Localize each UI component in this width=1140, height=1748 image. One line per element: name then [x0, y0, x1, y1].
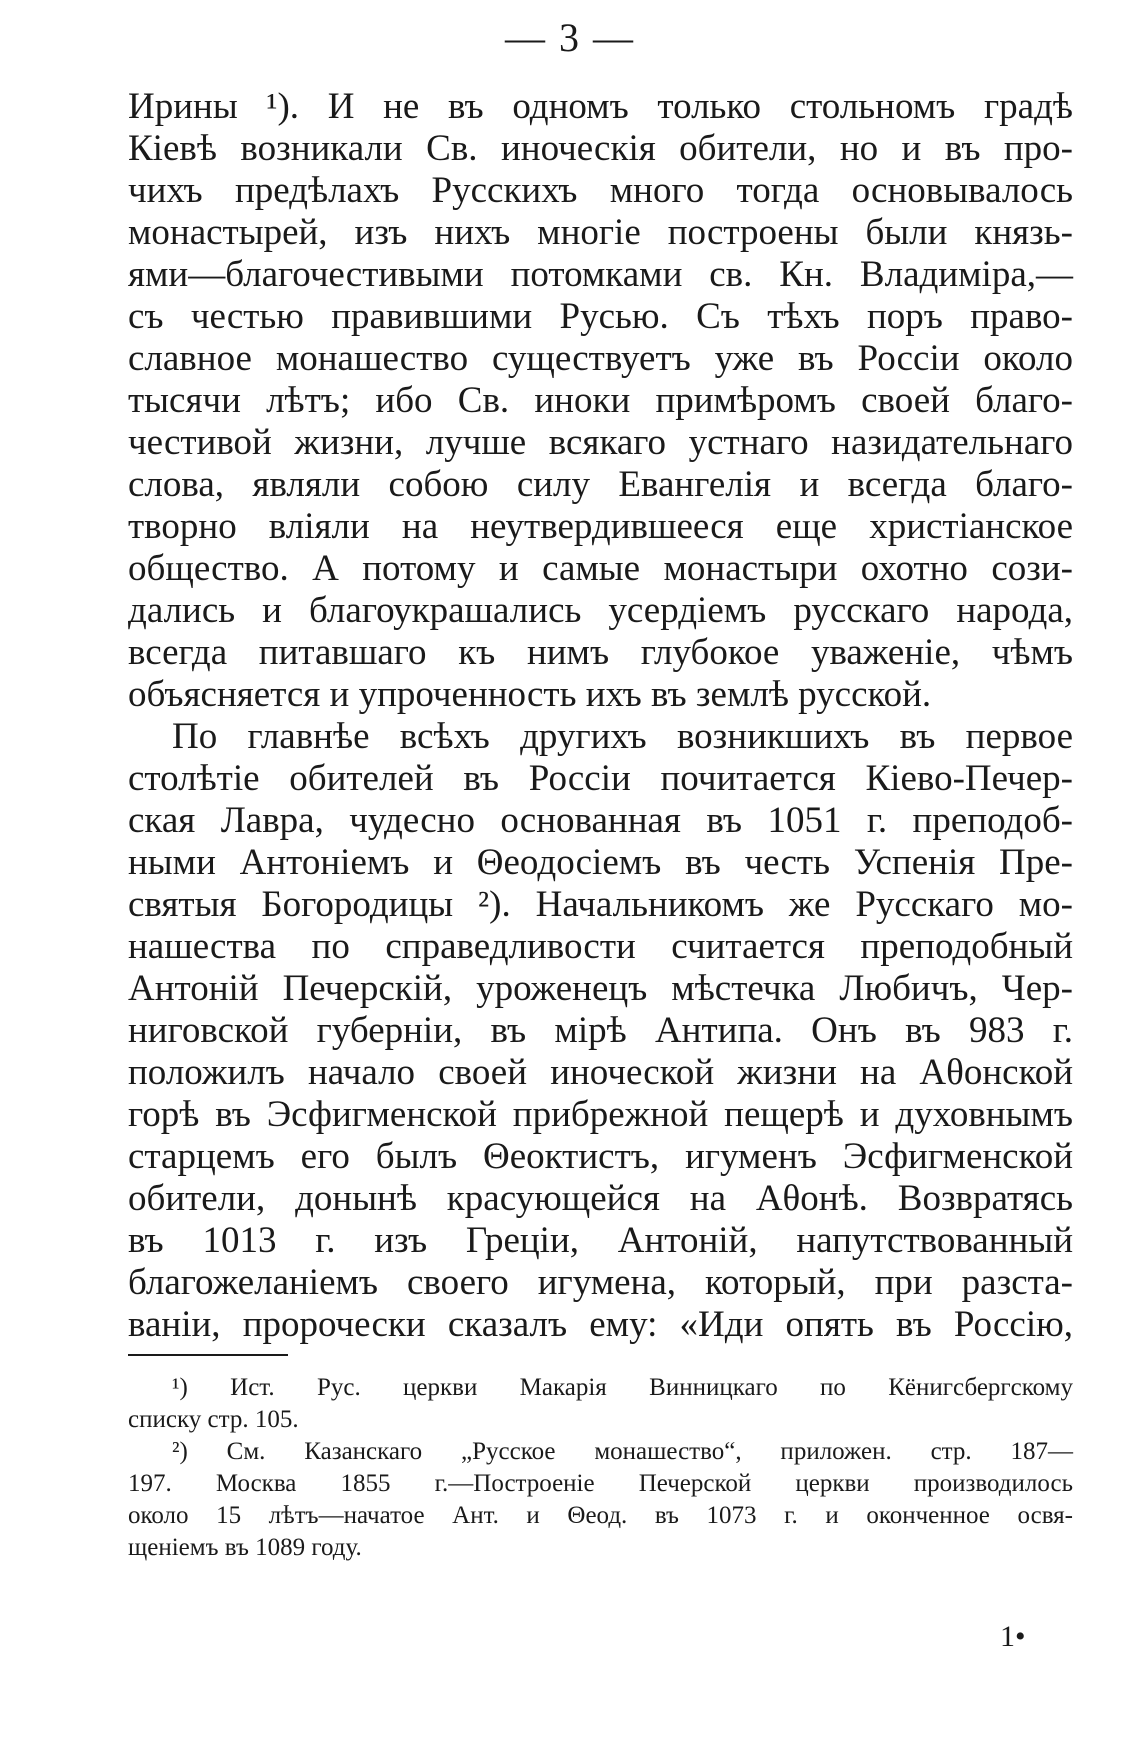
text-line: ваніи, пророчески сказалъ ему: «Иди опять въ Россію, [128, 1304, 1073, 1345]
footnotes [128, 1372, 1073, 1564]
text-line: горѣ въ Эсфигменской прибрежной пещерѣ и духовнымъ [128, 1094, 1073, 1135]
text-line: положилъ начало своей иноческой жизни на Аθонской [128, 1052, 1073, 1093]
text-line: старцемъ его былъ Θеоктистъ, игуменъ Эсфигменской [128, 1136, 1073, 1177]
text-line: Ирины ¹). И не въ одномъ только стольномъ градѣ [128, 86, 1073, 127]
footnote-line: около 15 лѣтъ—начатое Ант. и Θеод. въ 1073 г. и оконченное освя- [128, 1502, 1073, 1529]
text-line: ниговской губерніи, въ мірѣ Антипа. Онъ въ 983 г. [128, 1010, 1073, 1051]
main-text [128, 86, 1073, 1346]
text-line: съ честью правившими Русью. Съ тѣхъ поръ право- [128, 296, 1073, 337]
text-line: въ 1013 г. изъ Греціи, Антоній, напутствованный [128, 1220, 1073, 1261]
text-line: святыя Богородицы ²). Начальникомъ же Русскаго мо- [128, 884, 1073, 925]
text-line: дались и благоукрашались усердіемъ русскаго народа, [128, 590, 1073, 631]
text-line: тысячи лѣтъ; ибо Св. иноки примѣромъ своей благо- [128, 380, 1073, 421]
footnote-divider [128, 1354, 288, 1356]
text-line: ями—благочестивыми потомками св. Кн. Владиміра,— [128, 254, 1073, 295]
text-line: слова, являли собою силу Евангелія и всегда благо- [128, 464, 1073, 505]
footnote-line: ¹) Ист. Рус. церкви Макарія Винницкаго по Кёнигсбергскому [172, 1374, 1073, 1401]
text-line: Антоній Печерскій, уроженецъ мѣстечка Любичъ, Чер- [128, 968, 1073, 1009]
text-line: По главнѣе всѣхъ другихъ возникшихъ въ первое [172, 716, 1073, 757]
text-line: объясняется и упроченность ихъ въ землѣ русской. [128, 674, 932, 715]
text-line: Кіевѣ возникали Св. иноческія обители, но и въ про- [128, 128, 1073, 169]
footnote-line: списку стр. 105. [128, 1406, 299, 1433]
text-line: ными Антоніемъ и Θеодосіемъ въ честь Успенія Пре- [128, 842, 1073, 883]
page-number: — 3 — [505, 15, 635, 60]
text-line: монастырей, изъ нихъ многіе построены были князь- [128, 212, 1073, 253]
text-line: обители, донынѣ красующейся на Аθонѣ. Возвратясь [128, 1178, 1073, 1219]
footnote-line: 197. Москва 1855 г.—Построеніе Печерской церкви производилось [128, 1470, 1073, 1497]
text-line: честивой жизни, лучше всякаго устнаго назидательнаго [128, 422, 1073, 463]
text-line: общество. А потому и самые монастыри охотно сози- [128, 548, 1073, 589]
text-line: творно вліяли на неутвердившееся еще христіанское [128, 506, 1073, 547]
text-line: нашества по справедливости считается преподобный [128, 926, 1073, 967]
text-line: всегда питавшаго къ нимъ глубокое уваженіе, чѣмъ [128, 632, 1073, 673]
footnote-line: ²) См. Казанскаго „Русское монашество“, приложен. стр. 187— [172, 1438, 1073, 1465]
text-line: ская Лавра, чудесно основанная въ 1051 г. преподоб- [128, 800, 1073, 841]
text-line: чихъ предѣлахъ Русскихъ много тогда основывалось [128, 170, 1073, 211]
text-line: благожеланіемъ своего игумена, который, при разста- [128, 1262, 1073, 1303]
text-line: столѣтіе обителей въ Россіи почитается Кіево-Печер- [128, 758, 1073, 799]
footnote-line: щеніемъ въ 1089 году. [128, 1534, 362, 1561]
text-line: славное монашество существуетъ уже въ Россіи около [128, 338, 1073, 379]
printer-signature-mark: 1• [1000, 1620, 1026, 1653]
